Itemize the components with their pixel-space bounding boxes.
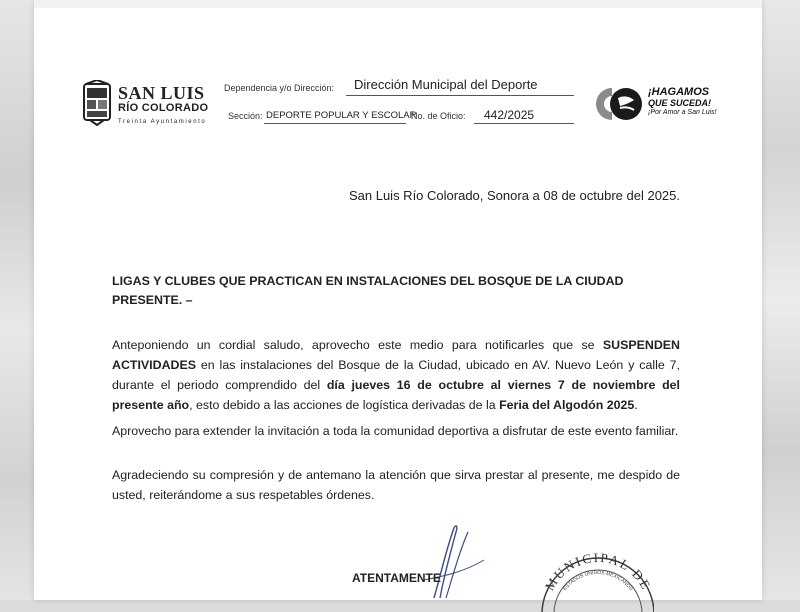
seal-text: MUNICIPAL DE [541,552,654,594]
paragraph-3: Agradeciendo su compresión y de antemano la atención que sirva prestar al presente, me despido de usted, reiterándome a sus respetables órdenes. [112,468,680,502]
dependencia-underline [346,95,574,96]
top-band [34,0,762,8]
brand-line2: RÍO COLORADO [118,102,209,114]
recipient-line1: LIGAS Y CLUBES QUE PRACTICAN EN INSTALACIONES DEL BOSQUE DE LA CIUDAD [112,274,624,288]
letter-date: San Luis Río Colorado, Sonora a 08 de octubre del 2025. [348,188,680,203]
background-left [0,0,34,600]
svg-text:ESTADOS UNIDOS MEXICANOS [562,570,634,593]
hagamos-logo-icon [590,84,646,124]
recipient [112,272,624,310]
p1-bold-feria: Feria del Algodón 2025 [499,398,635,412]
official-seal-icon [534,552,654,612]
paragraph-2: Aprovecho para extender la invitación a toda la comunidad deportiva a disfrutar de este evento familiar. [112,424,679,438]
city-crest-icon [82,80,112,126]
document-page [34,0,762,600]
p1-text-c: en las instalaciones del Bosque de la Ciudad, ubicado en AV. Nuevo León y calle 7, durante el periodo comprendido del [112,358,680,392]
p1-bold-period: día jueves 16 de octubre al viernes 7 de noviembre del presente año [112,378,680,412]
paragraph-1 [112,335,680,415]
slogan-line2: QUE SUCEDA! [648,98,712,108]
oficio-label: No. de Oficio: [411,111,466,121]
p1-text-a: Anteponiendo un cordial saludo, aprovecho este medio para notificarles que se [112,338,603,352]
dependencia-value: Dirección Municipal del Deporte [354,77,538,92]
dependencia-label: Dependencia y/o Dirección: [224,83,335,93]
slogan-line1: ¡HAGAMOS [648,86,710,98]
oficio-underline [474,123,574,124]
closing: ATENTAMENTE [352,571,441,585]
background-right [762,0,800,600]
p1-text-g: . [634,398,638,412]
slogan [648,86,717,117]
p1-bold-suspenden: SUSPENDEN ACTIVIDADES [112,338,680,372]
signature-icon [394,520,494,600]
brand-line1: SAN LUIS [118,83,205,103]
seccion-label: Sección: [228,111,263,121]
p1-text-e: , esto debido a las acciones de logística derivadas de la [189,398,500,412]
oficio-value: 442/2025 [484,108,535,122]
seal-subtext: ESTADOS UNIDOS MEXICANOS [562,569,634,592]
recipient-line2: PRESENTE. – [112,293,193,307]
seccion-underline [264,123,406,124]
slogan-line3: ¡Por Amor a San Luis! [648,109,717,116]
city-brand [118,84,208,125]
seccion-value: DEPORTE POPULAR Y ESCOLAR [266,110,417,121]
brand-line3: Treinta Ayuntamiento [118,119,207,125]
